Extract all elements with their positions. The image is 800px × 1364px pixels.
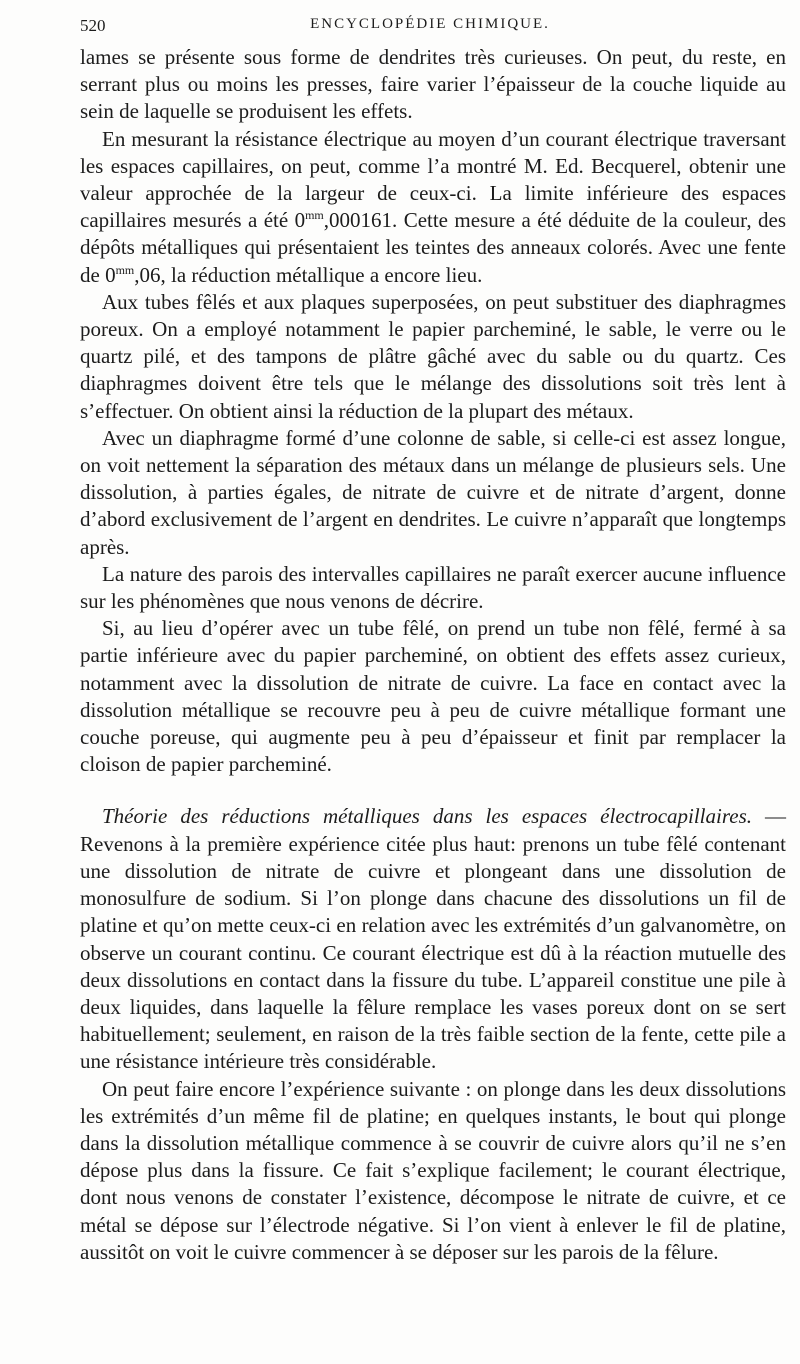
paragraph-5: La nature des parois des intervalles capillaires ne paraît exercer aucune influence sur les phénomènes que nous venons de décrire. [80,561,786,614]
paragraph-7 [80,803,786,1075]
section-title: Théorie des réductions métalliques dans les espaces électrocapillaires. [102,804,752,829]
running-head [80,16,780,38]
paragraph-2-part-c: ,06, la réduction métallique a encore lieu. [134,262,483,287]
page-number: 520 [80,16,106,35]
paragraph-4: Avec un diaphragme formé d’une colonne de sable, si celle-ci est assez longue, on voit nettement la séparation des métaux dans un mélange de plusieurs sels. Une dissolution, à parties égales, de nitrate de cuivre et de nitrate d’argent, donne d’abord exclusivement de l’argent en dendrites. Le cuivre n’apparaît que longtemps après. [80,425,786,559]
paragraph-1: lames se présente sous forme de dendrites très curieuses. On peut, du reste, en serrant plus ou moins les presses, faire varier l’épaisseur de la couche liquide au sein de laquelle se produisent les effets. [80,45,786,124]
header-title: ENCYCLOPÉDIE CHIMIQUE. [310,16,550,32]
body-text [80,44,786,1266]
paragraph-2 [80,126,786,289]
paragraph-6: Si, au lieu d’opérer avec un tube fêlé, on prend un tube non fêlé, fermé à sa partie inférieure avec du papier parcheminé, on obtient des effets assez curieux, notamment avec la dissolution de nitrate de cuivre. La face en contact avec la dissolution métallique se recouvre peu à peu de cuivre métallique formant une couche poreuse, qui augmente peu à peu d’épaisseur et finit par remplacer la cloison de papier parcheminé. [80,616,786,777]
paragraph-2-part-b: ,000161. Cette mesure a été déduite de la couleur, des dépôts métalliques qui présentaient les teintes des anneaux colorés. Avec une fente de 0 [80,208,786,287]
millimeter-unit: mm [305,208,324,223]
millimeter-unit: mm [115,262,135,277]
paragraph-2-part-a: En mesurant la résistance électrique au moyen d’un courant électrique traversant les espaces capillaires, on peut, comme l’a montré M. Ed. Becquerel, obtenir une valeur approchée de la largeur de ceux-ci. La limite inférieure des espaces capillaires mesurés a été 0 [80,126,786,233]
paragraph-8: On peut faire encore l’expérience suivante : on plonge dans les deux dissolutions les extrémités d’un même fil de platine; en quelques instants, le bout qui plonge dans la dissolution métallique commence à se couvrir de cuivre alors qu’il ne s’en dépose plus dans la fissure. Ce fait s’explique facilement; le courant électrique, dont nous venons de constater l’existence, décompose le nitrate de cuivre, et ce métal se dépose sur l’électrode négative. Si l’on vient à enlever le fil de platine, aussitôt on voit le cuivre commencer à se déposer sur les parois de la fêlure. [80,1076,786,1264]
paragraph-7-text: — Revenons à la première expérience citée plus haut: prenons un tube fêlé contenant une dissolution de nitrate de cuivre et plongeant dans une dissolution de monosulfure de sodium. Si l’on plonge dans chacune des dissolutions un fil de platine et qu’on mette ceux-ci en relation avec les extrémités d’un galvanomètre, on observe un courant continu. Ce courant électrique est dû à la réaction mutuelle des deux dissolutions en contact dans la fissure du tube. L’appareil constitue une pile à deux liquides, dans laquelle la fêlure remplace les vases poreux dont on se sert habituellement; seulement, en raison de la très faible section de la fente, cette pile a une résistance intérieure très considérable. [80,804,787,1074]
paragraph-3: Aux tubes fêlés et aux plaques superposées, on peut substituer des diaphragmes poreux. On a employé notamment le papier parcheminé, le sable, le verre ou le quartz pilé, et des tampons de plâtre gâché avec du sable ou du quartz. Ces diaphragmes doivent être tels que le mélange des dissolutions soit très lent à s’effectuer. On obtient ainsi la réduction de la plupart des métaux. [80,289,786,423]
